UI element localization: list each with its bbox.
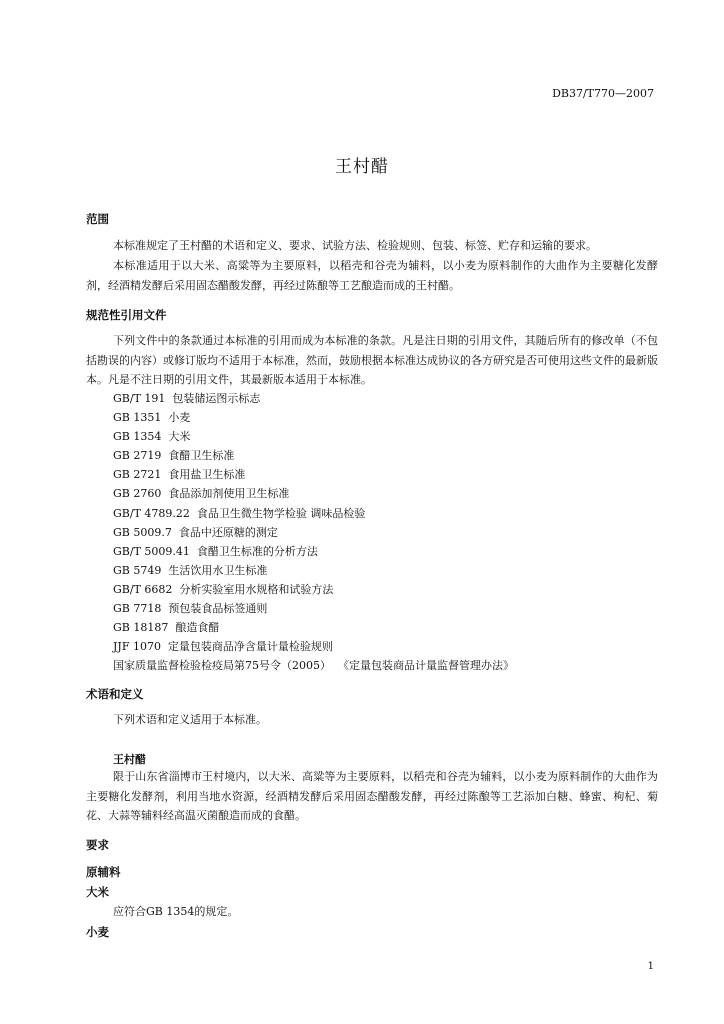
section-heading-normative-references: 规范性引用文件 xyxy=(86,308,167,322)
reference-item: GB 5749 生活饮用水卫生标准 xyxy=(113,563,268,577)
rice-requirement: 应符合GB 1354的规定。 xyxy=(113,905,239,918)
reference-item: JJF 1070 定量包装商品净含量计量检验规则 xyxy=(113,640,333,654)
term-definition: 限于山东省淄博市王村境内，以大米、高粱等为主要原料，以稻壳和谷壳为辅料，以小麦为原料制作的大曲作为主要糖化发酵剂，利用当地水资源，经酒精发酵后采用固态醋酸发酵，再经过陈酿等工艺添加白糖、蜂蜜、枸杞、菊花、大蒜等辅料经高温灭菌酿造而成的食醋。 xyxy=(86,770,658,822)
reference-item: GB 2760 食品添加剂使用卫生标准 xyxy=(113,487,290,501)
reference-item: GB 7718 预包装食品标签通则 xyxy=(113,602,268,616)
reference-list xyxy=(113,389,514,675)
subheading-wheat: 小麦 xyxy=(86,925,109,939)
section-heading-scope: 范围 xyxy=(86,212,109,226)
standard-code: DB37/T770—2007 xyxy=(552,87,654,100)
scope-paragraph-2: 本标准适用于以大米、高粱等为主要原料，以稻壳和谷壳为辅料，以小麦为原料制作的大曲作为主要糖化发酵剂，经酒精发酵后采用固态醋酸发酵，再经过陈酿等工艺酿造而成的王村醋。 xyxy=(86,259,658,292)
reference-item: GB/T 5009.41 食醋卫生标准的分析方法 xyxy=(113,544,318,558)
reference-item: GB 18187 酿造食醋 xyxy=(113,621,220,635)
references-intro: 下列文件中的条款通过本标准的引用而成为本标准的条款。凡是注日期的引用文件，其随后所有的修改单（不包括勘误的内容）或修订版均不适用于本标准，然而，鼓励根据本标准达成协议的各方研究是否可使用这些文件的最新版本。凡是不注日期的引用文件，其最新版本适用于本标准。 xyxy=(86,334,658,386)
section-heading-requirements: 要求 xyxy=(86,838,109,852)
reference-item: GB/T 6682 分析实验室用水规格和试验方法 xyxy=(113,582,334,596)
section-heading-terms: 术语和定义 xyxy=(86,687,144,701)
terms-intro: 下列术语和定义适用于本标准。 xyxy=(113,713,267,726)
reference-item: GB 5009.7 食品中还原糖的测定 xyxy=(113,525,278,539)
scope-paragraph-1: 本标准规定了王村醋的术语和定义、要求、试验方法、检验规则、包装、标签、贮存和运输的要求。 xyxy=(113,239,597,252)
reference-item: GB 2721 食用盐卫生标准 xyxy=(113,468,246,482)
reference-item: GB 1351 小麦 xyxy=(113,411,191,425)
page-title: 王村醋 xyxy=(335,157,389,177)
reference-item: 国家质量监督检验检疫局第75号令（2005） 《定量包装商品计量监督管理办法》 xyxy=(113,659,514,673)
reference-item: GB 2719 食醋卫生标准 xyxy=(113,449,235,463)
reference-item: GB 1354 大米 xyxy=(113,430,191,444)
page-number: 1 xyxy=(647,961,654,972)
subheading-raw-materials: 原辅料 xyxy=(86,865,121,879)
term-name: 王村醋 xyxy=(113,753,146,766)
subheading-rice: 大米 xyxy=(86,885,109,899)
reference-item: GB/T 191 包装储运图示标志 xyxy=(113,392,261,405)
reference-item: GB/T 4789.22 食品卫生微生物学检验 调味品检验 xyxy=(113,506,366,520)
